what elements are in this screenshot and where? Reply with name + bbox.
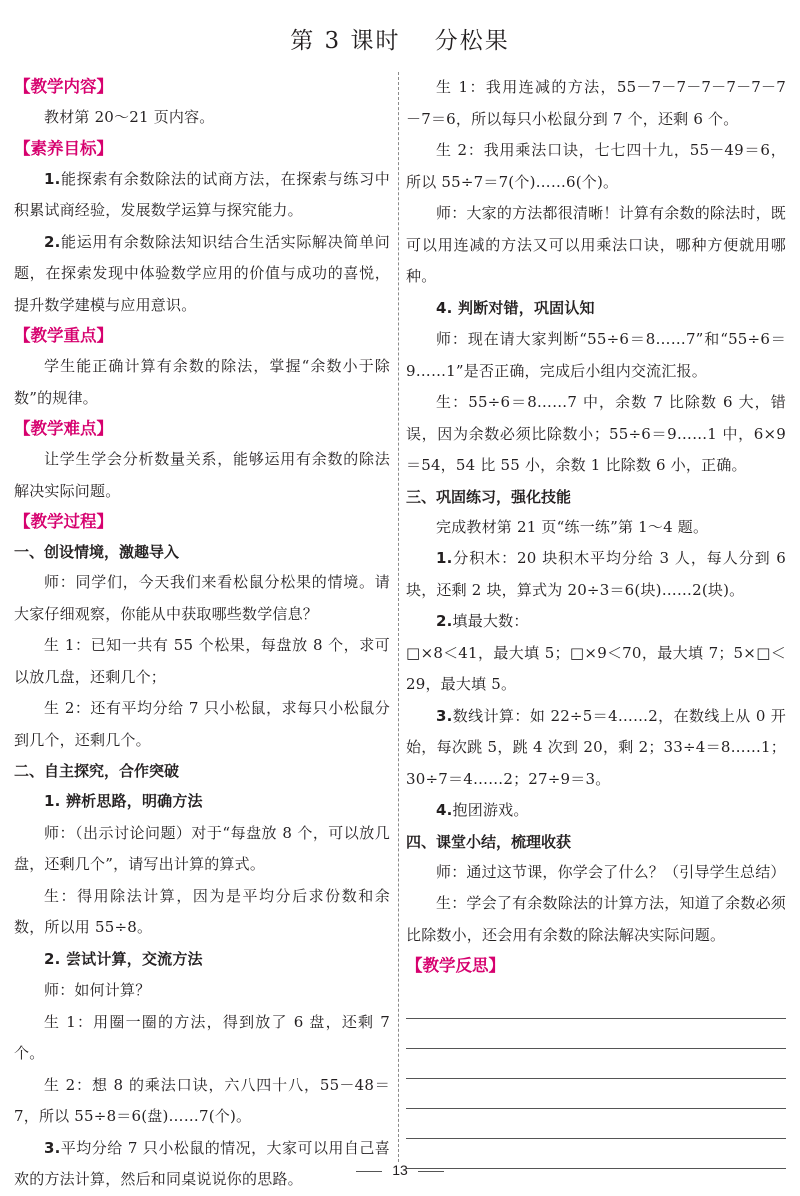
paragraph: 师：通过这节课，你学会了什么？（引导学生总结）	[436, 862, 786, 881]
subheading: 四、课堂小结，梳理收获	[406, 832, 572, 851]
paragraph-text: 能探索有余数除法的试商方法，在探索与练习中积累试商经验，发展数学运算与探究能力。	[14, 169, 390, 219]
item-number: 1.	[436, 549, 453, 567]
step-title: 2. 尝试计算，交流方法	[44, 949, 203, 968]
paragraph-text: 抱团游戏。	[452, 801, 529, 819]
section-heading-goals: 【素养目标】	[14, 138, 113, 158]
page-number-dash	[356, 1171, 382, 1172]
page-number-dash	[418, 1171, 444, 1172]
paragraph: 生 2：我用乘法口诀，七七四十九，55－49＝6，所以 55÷7＝7(个)……6(个)。	[406, 141, 786, 191]
section-heading-content: 【教学内容】	[14, 77, 113, 96]
paragraph: 生 2：还有平均分给 7 只小松鼠，求每只小松鼠分到几个，还剩几个。	[14, 699, 390, 749]
paragraph	[406, 543, 786, 606]
paragraph: 让学生学会分析数量关系，能够运用有余数的除法解决实际问题。	[14, 450, 390, 500]
paragraph: 师：大家的方法都很清晰！计算有余数的除法时，既可以用连减的方法又可以用乘法口诀，哪种方便就用哪种。	[406, 204, 786, 285]
step-title: 4. 判断对错，巩固认知	[436, 298, 595, 317]
paragraph-text: 数线计算：如 22÷5＝4……2，在数线上从 0 开始，每次跳 5，跳 4 次到 20，剩 2；33÷4＝8……1；30÷7＝4……2；27÷9＝3。	[406, 706, 786, 788]
paragraph: 生 2：想 8 的乘法口诀，六八四十八，55－48＝7，所以 55÷8＝6(盘)……7(个)。	[14, 1075, 390, 1125]
paragraph-text: 填最大数：	[452, 612, 529, 630]
numbered-step	[14, 786, 390, 818]
section-heading-process: 【教学过程】	[14, 512, 113, 531]
paragraph: 生：学会了有余数除法的计算方法，知道了余数必须比除数小，还会用有余数的除法解决实际问题。	[406, 894, 786, 944]
right-column	[406, 72, 786, 1169]
item-number: 2.	[44, 232, 61, 251]
paragraph: 师：（出示讨论问题）对于“每盘放 8 个，可以放几盘，还剩几个”，请写出计算的算式。	[14, 823, 390, 873]
paragraph-text: 平均分给 7 只小松鼠的情况，大家可以用自己喜欢的方法计算，然后和同桌说说你的思路。	[14, 1138, 390, 1188]
step-title: 1. 辨析思路，明确方法	[44, 792, 203, 810]
writing-line	[406, 1049, 786, 1079]
paragraph-text: 能运用有余数除法知识结合生活实际解决简单问题，在探索发现中体验数学应用的价值与成功的喜悦，提升数学建模与应用意识。	[14, 232, 390, 314]
reflection-lines	[406, 989, 786, 1169]
paragraph: □×8＜41，最大填 5；□×9＜70，最大填 7；5×□＜29，最大填 5。	[406, 643, 786, 693]
section-heading-key-points: 【教学重点】	[14, 326, 113, 345]
writing-line	[406, 1019, 786, 1049]
paragraph: 生 1：我用连减的方法，55－7－7－7－7－7－7－7＝6，所以每只小松鼠分到 7 个，还剩 6 个。	[406, 78, 786, 128]
paragraph: 完成教材第 21 页“练一练”第 1～4 题。	[436, 517, 709, 536]
subheading: 二、自主探究，合作突破	[14, 762, 180, 780]
subheading: 三、巩固练习，强化技能	[406, 487, 572, 506]
paragraph: 师：同学们，今天我们来看松鼠分松果的情境。请大家仔细观察，你能从中获取哪些数学信息？	[14, 573, 390, 623]
paragraph	[406, 795, 786, 827]
item-number: 1.	[44, 169, 61, 188]
item-number: 4.	[436, 801, 453, 819]
paragraph: 生 1：已知一共有 55 个松果，每盘放 8 个，求可以放几盘，还剩几个；	[14, 636, 390, 686]
paragraph: 生 1：用圈一圈的方法，得到放了 6 盘，还剩 7 个。	[14, 1012, 390, 1062]
section-heading-reflection: 【教学反思】	[406, 956, 505, 975]
paragraph	[14, 227, 390, 322]
paragraph: 生：得用除法计算，因为是平均分后求份数和余数，所以用 55÷8。	[14, 886, 390, 936]
item-number: 3.	[436, 706, 453, 725]
numbered-step	[14, 944, 390, 976]
page-number-text: 13	[392, 1162, 408, 1178]
paragraph: 教材第 20～21 页内容。	[44, 108, 215, 126]
paragraph	[406, 606, 786, 638]
paragraph: 师：如何计算？	[44, 981, 151, 999]
paragraph: 学生能正确计算有余数的除法，掌握“余数小于除数”的规律。	[14, 357, 390, 407]
paragraph: 生：55÷6＝8……7 中，余数 7 比除数 6 大，错误，因为余数必须比除数小；55÷6＝9……1 中，6×9＝54，54 比 55 小，余数 1 比除数 6 小，正确。	[406, 393, 786, 474]
paragraph	[406, 701, 786, 796]
paragraph: 师：现在请大家判断“55÷6＝8……7”和“55÷6＝9……1”是否正确，完成后小组内交流汇报。	[406, 330, 786, 380]
subheading: 一、创设情境，激趣导入	[14, 543, 180, 561]
left-column	[14, 72, 390, 1196]
section-heading-difficulties: 【教学难点】	[14, 419, 113, 438]
numbered-step	[406, 293, 786, 325]
item-number: 2.	[436, 612, 453, 630]
writing-line	[406, 1079, 786, 1109]
paragraph-text: 分积木：20 块积木平均分给 3 人，每人分到 6 块，还剩 2 块，算式为 20÷3＝6(块)……2(块)。	[406, 549, 786, 599]
paragraph	[14, 164, 390, 227]
column-divider	[398, 72, 399, 1162]
writing-line	[406, 989, 786, 1019]
page-number	[0, 1162, 800, 1178]
item-number: 3.	[44, 1138, 61, 1157]
page-title: 第 3 课时 分松果	[290, 28, 510, 54]
writing-line	[406, 1109, 786, 1139]
